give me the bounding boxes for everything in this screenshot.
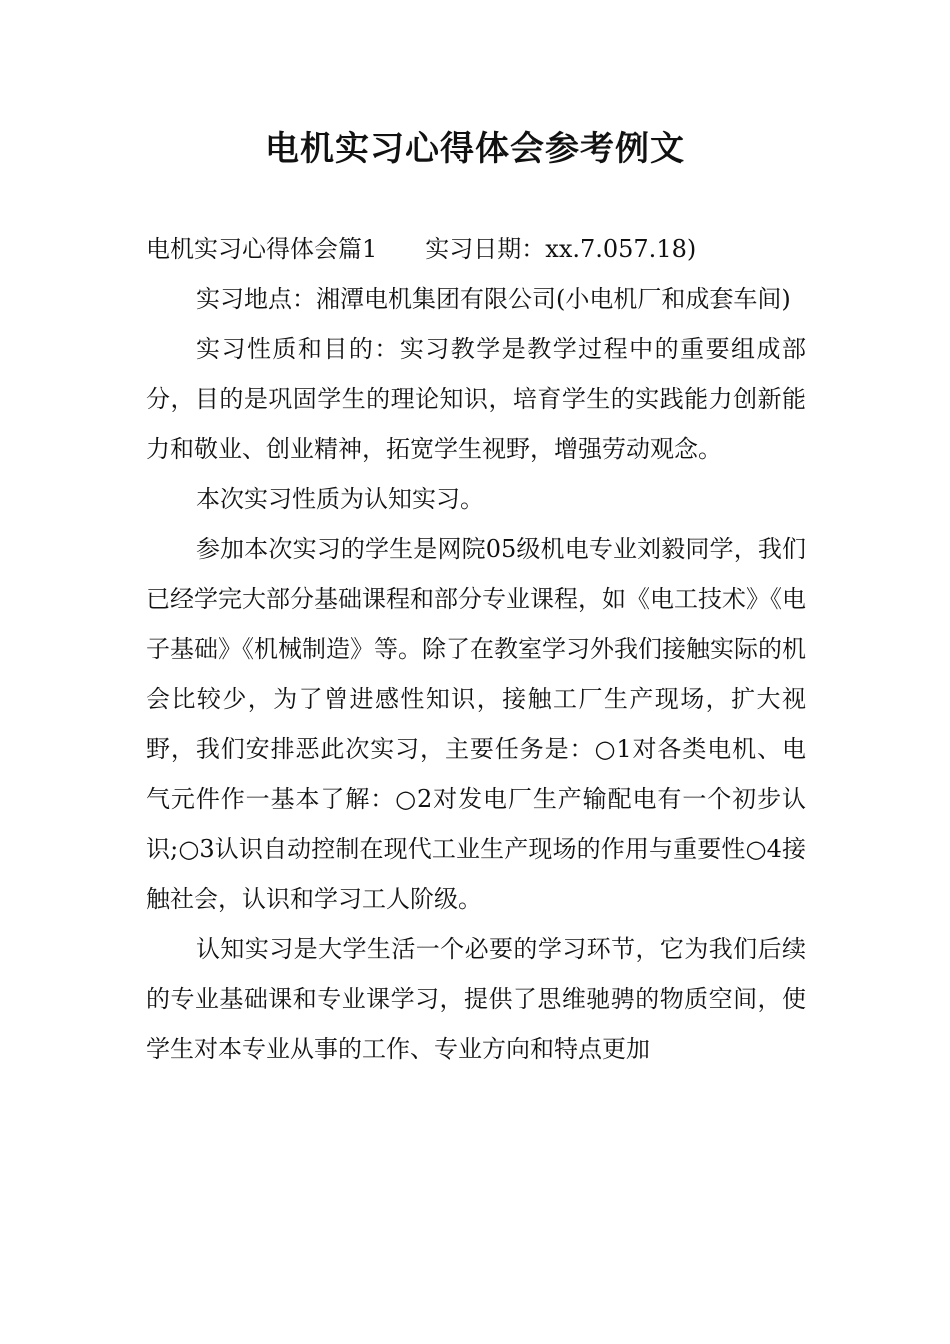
- section-heading: 电机实习心得体会篇1: [146, 235, 378, 263]
- paragraph-purpose: 实习性质和目的：实习教学是教学过程中的重要组成部分，目的是巩固学生的理论知识，培育学生的实践能力创新能力和敬业、创业精神，拓宽学生视野，增强劳动观念。: [146, 335, 806, 463]
- first-line: [146, 224, 806, 274]
- paragraph-nature: 本次实习性质为认知实习。: [196, 485, 484, 513]
- internship-date: 实习日期：xx.7.057.18): [425, 235, 697, 263]
- paragraph-location: 实习地点：湘潭电机集团有限公司(小电机厂和成套车间): [196, 285, 791, 313]
- paragraph-significance: 认知实习是大学生活一个必要的学习环节，它为我们后续的专业基础课和专业课学习，提供了思维驰骋的物质空间，使学生对本专业从事的工作、专业方向和特点更加: [146, 935, 806, 1063]
- document-title: 电机实习心得体会参考例文: [265, 129, 685, 169]
- paragraph-participants: 参加本次实习的学生是网院05级机电专业刘毅同学，我们已经学完大部分基础课程和部分专业课程，如《电工技术》《电子基础》《机械制造》等。除了在教室学习外我们接触实际的机会比较少，为了曾进感性知识，接触工厂生产现场，扩大视野，我们安排恶此次实习，主要任务是：○1对各类电机、电气元件作一基本了解：○2对发电厂生产输配电有一个初步认识;○3认识自动控制在现代工业生产现场的作用与重要性○4接触社会，认识和学习工人阶级。: [146, 535, 806, 913]
- document-body: [146, 224, 806, 1074]
